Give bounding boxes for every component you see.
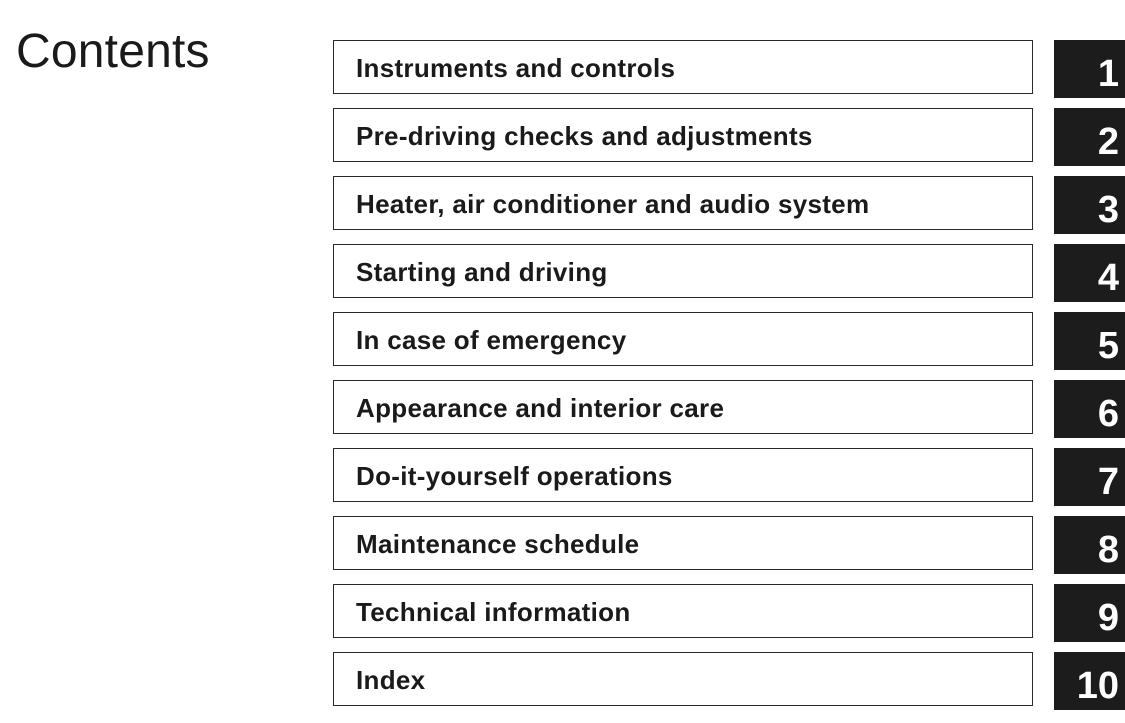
toc-link-in-case-of-emergency[interactable] [333,312,1033,366]
chapter-tab-10[interactable] [1054,652,1125,710]
toc-entry-index [333,652,1125,710]
toc-entry-in-case-of-emergency [333,312,1125,370]
toc-label: Technical information [356,597,631,627]
chapter-number: 4 [1097,257,1119,299]
toc-entry-starting-and-driving [333,244,1125,302]
toc-label: Heater, air conditioner and audio system [356,189,870,219]
chapter-tab-6[interactable] [1054,380,1125,438]
toc-link-technical-information[interactable] [333,584,1033,638]
chapter-number: 7 [1097,461,1119,503]
toc-entry-appearance-and-interior-care [333,380,1125,438]
toc-link-index[interactable] [333,652,1033,706]
chapter-tab-9[interactable] [1054,584,1125,642]
chapter-tab-7[interactable] [1054,448,1125,506]
toc-link-maintenance-schedule[interactable] [333,516,1033,570]
chapter-tab-5[interactable] [1054,312,1125,370]
toc-entry-instruments-and-controls [333,40,1125,98]
toc-link-heater-ac-audio[interactable] [333,176,1033,230]
toc-link-do-it-yourself-operations[interactable] [333,448,1033,502]
toc-entry-technical-information [333,584,1125,642]
toc-entry-maintenance-schedule [333,516,1125,574]
chapter-tab-2[interactable] [1054,108,1125,166]
toc-link-instruments-and-controls[interactable] [333,40,1033,94]
toc-label: Index [356,665,426,695]
toc-link-pre-driving-checks[interactable] [333,108,1033,162]
toc-label: In case of emergency [356,325,627,355]
chapter-number: 9 [1097,597,1119,639]
toc-label: Appearance and interior care [356,393,725,423]
toc-entry-pre-driving-checks [333,108,1125,166]
page-title: Contents [16,25,210,78]
chapter-number: 2 [1097,121,1119,163]
chapter-number: 8 [1097,529,1119,571]
toc-label: Instruments and controls [356,53,676,83]
chapter-tab-3[interactable] [1054,176,1125,234]
chapter-number: 3 [1097,189,1119,231]
toc-entry-do-it-yourself-operations [333,448,1125,506]
chapter-number: 1 [1097,53,1119,95]
chapter-tab-1[interactable] [1054,40,1125,98]
toc-label: Starting and driving [356,257,608,287]
chapter-number: 6 [1097,393,1119,435]
chapter-number: 10 [1076,665,1119,707]
toc-label: Do-it-yourself operations [356,461,673,491]
toc-entry-heater-ac-audio [333,176,1125,234]
toc-label: Maintenance schedule [356,529,640,559]
toc-label: Pre-driving checks and adjustments [356,121,813,151]
chapter-tab-8[interactable] [1054,516,1125,574]
chapter-tab-4[interactable] [1054,244,1125,302]
chapter-number: 5 [1097,325,1119,367]
toc-link-starting-and-driving[interactable] [333,244,1033,298]
toc-link-appearance-and-interior-care[interactable] [333,380,1033,434]
